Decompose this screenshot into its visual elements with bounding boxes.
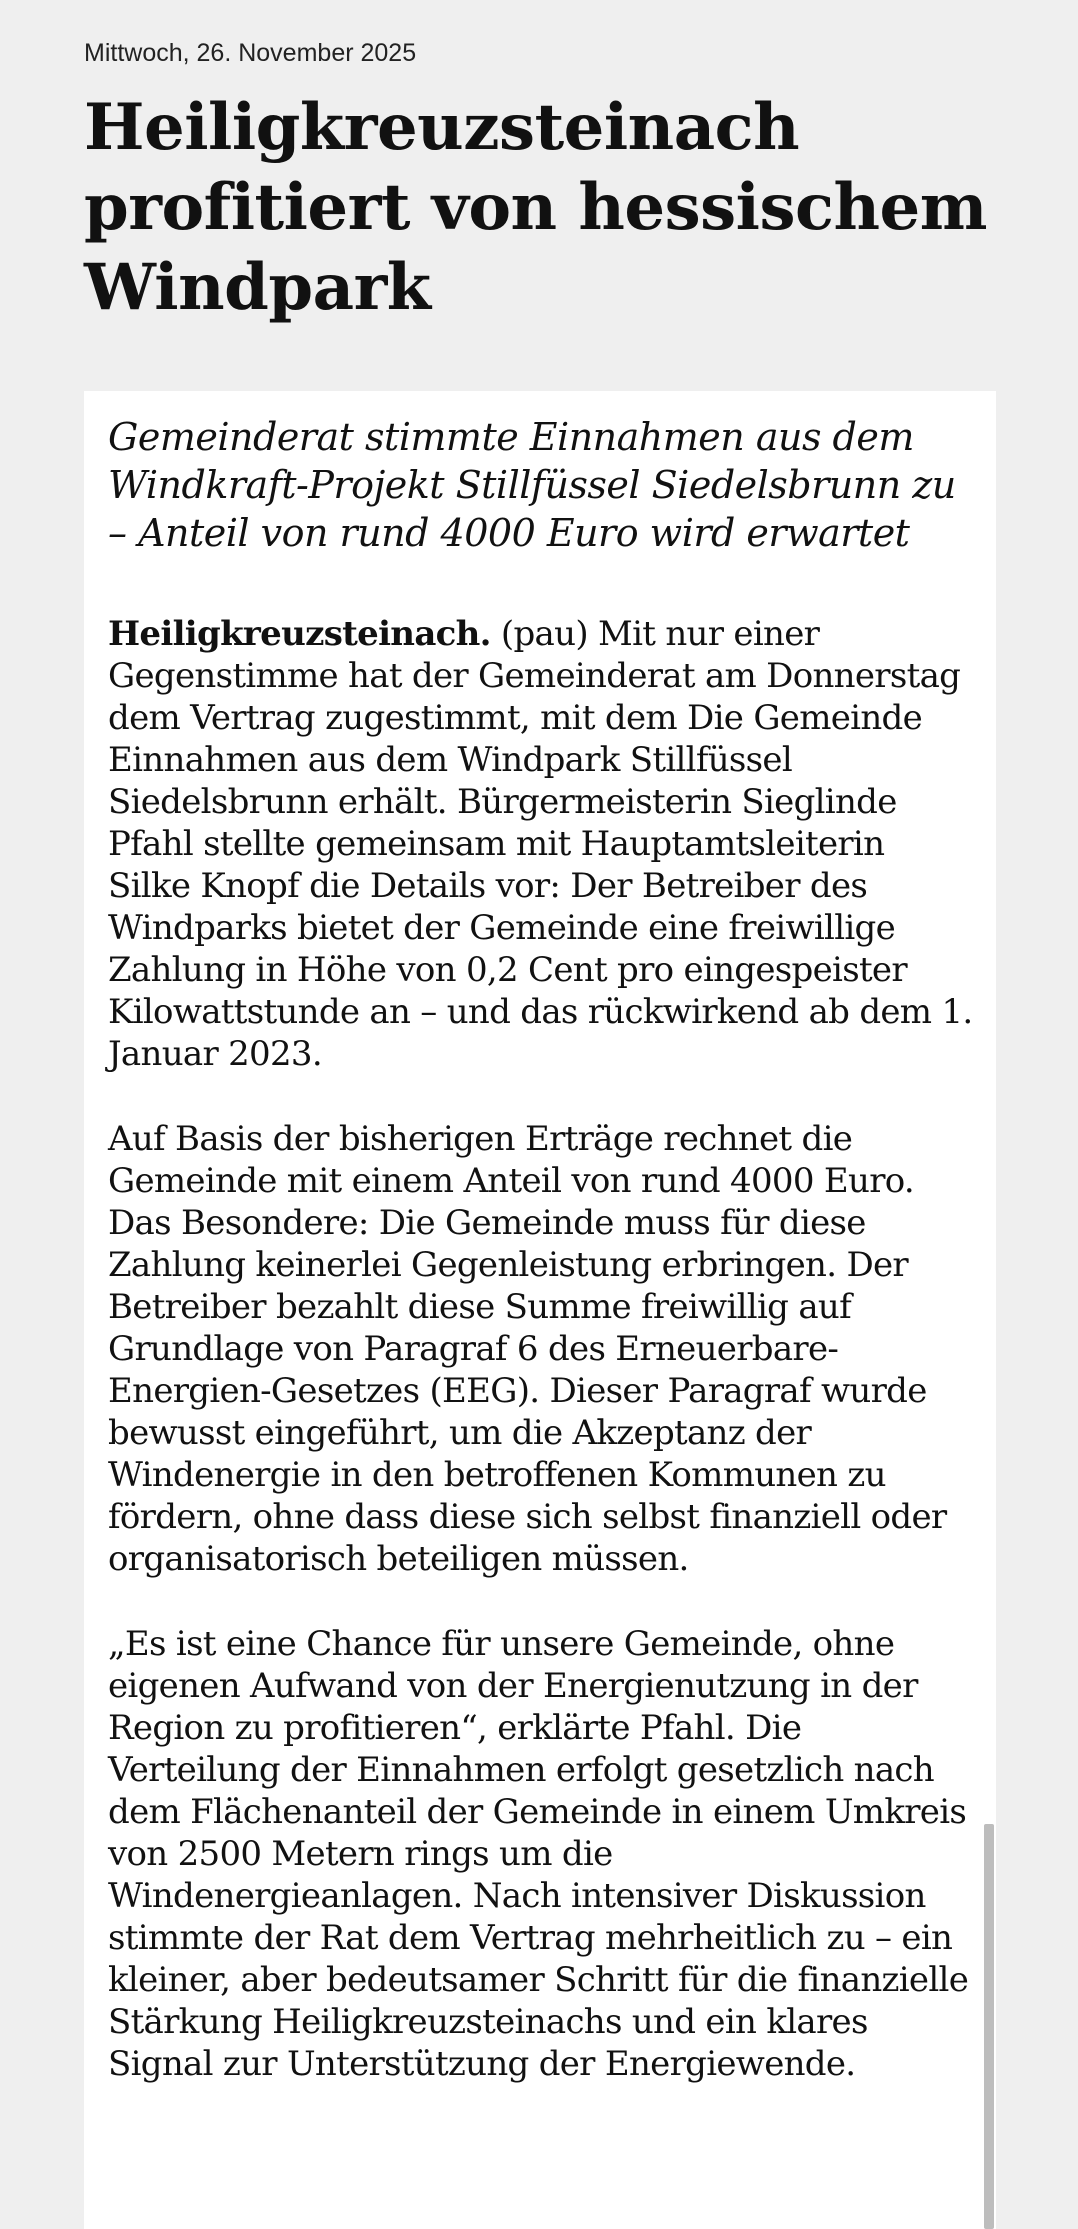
article-date: Mittwoch, 26. November 2025 — [84, 39, 417, 67]
article-paragraph — [108, 613, 974, 1075]
dateline: Heiligkreuzsteinach. — [108, 614, 491, 654]
article-paragraph: „Es ist eine Chance für unsere Gemeinde, ohne eigenen Aufwand von der Energienutzung in der Region zu profitieren“, erklärte Pfahl. Die Verteilung der Einnahmen erfolgt gesetzlich nach dem Flächenanteil der Gemeinde in einem Umkreis von 2500 Metern rings um die Windenergieanlagen. Nach intensiver Diskussion stimmte der Rat dem Vertrag mehrheitlich zu – ein kleiner, aber bedeutsamer Schritt für die finanzielle Stärkung Heiligkreuzsteinachs und ein klares Signal zur Unterstützung der Energiewende. — [108, 1624, 969, 2084]
article-body — [108, 413, 974, 2128]
article-paragraph: Auf Basis der bisherigen Erträge rechnet die Gemeinde mit einem Anteil von rund 4000 Euro. Das Besondere: Die Gemeinde muss für diese Zahlung keinerlei Gegenleistung erbringen. Der Betreiber bezahlt diese Summe freiwillig auf Grundlage von Paragraf 6 des Erneuerbare-Energien-Gesetzes (EEG). Dieser Paragraf wurde bewusst eingeführt, um die Akzeptanz der Windenergie in den betroffenen Kommunen zu fördern, ohne dass diese sich selbst finanziell oder organisatorisch beteiligen müssen. — [108, 1119, 947, 1579]
article-headline: Heiligkreuzsteinach profitiert von hessischem Windpark — [84, 90, 987, 325]
article-card[interactable] — [84, 391, 996, 2229]
article-subtitle: Gemeinderat stimmte Einnahmen aus dem Windkraft-Projekt Stillfüssel Siedelsbrunn zu – Anteil von rund 4000 Euro wird erwartet — [108, 415, 956, 555]
paragraph-text: (pau) Mit nur einer Gegenstimme hat der Gemeinderat am Donnerstag dem Vertrag zugestimmt, mit dem Die Gemeinde Einnahmen aus dem Windpark Stillfüssel Siedelsbrunn erhält. Bürgermeisterin Sieglinde Pfahl stellte gemeinsam mit Hauptamtsleiterin Silke Knopf die Details vor: Der Betreiber des Windparks bietet der Gemeinde eine freiwillige Zahlung in Höhe von 0,2 Cent pro eingespeister Kilowattstunde an – und das rückwirkend ab dem 1. Januar 2023. — [108, 614, 973, 1074]
vertical-scrollbar[interactable] — [984, 1824, 994, 2229]
